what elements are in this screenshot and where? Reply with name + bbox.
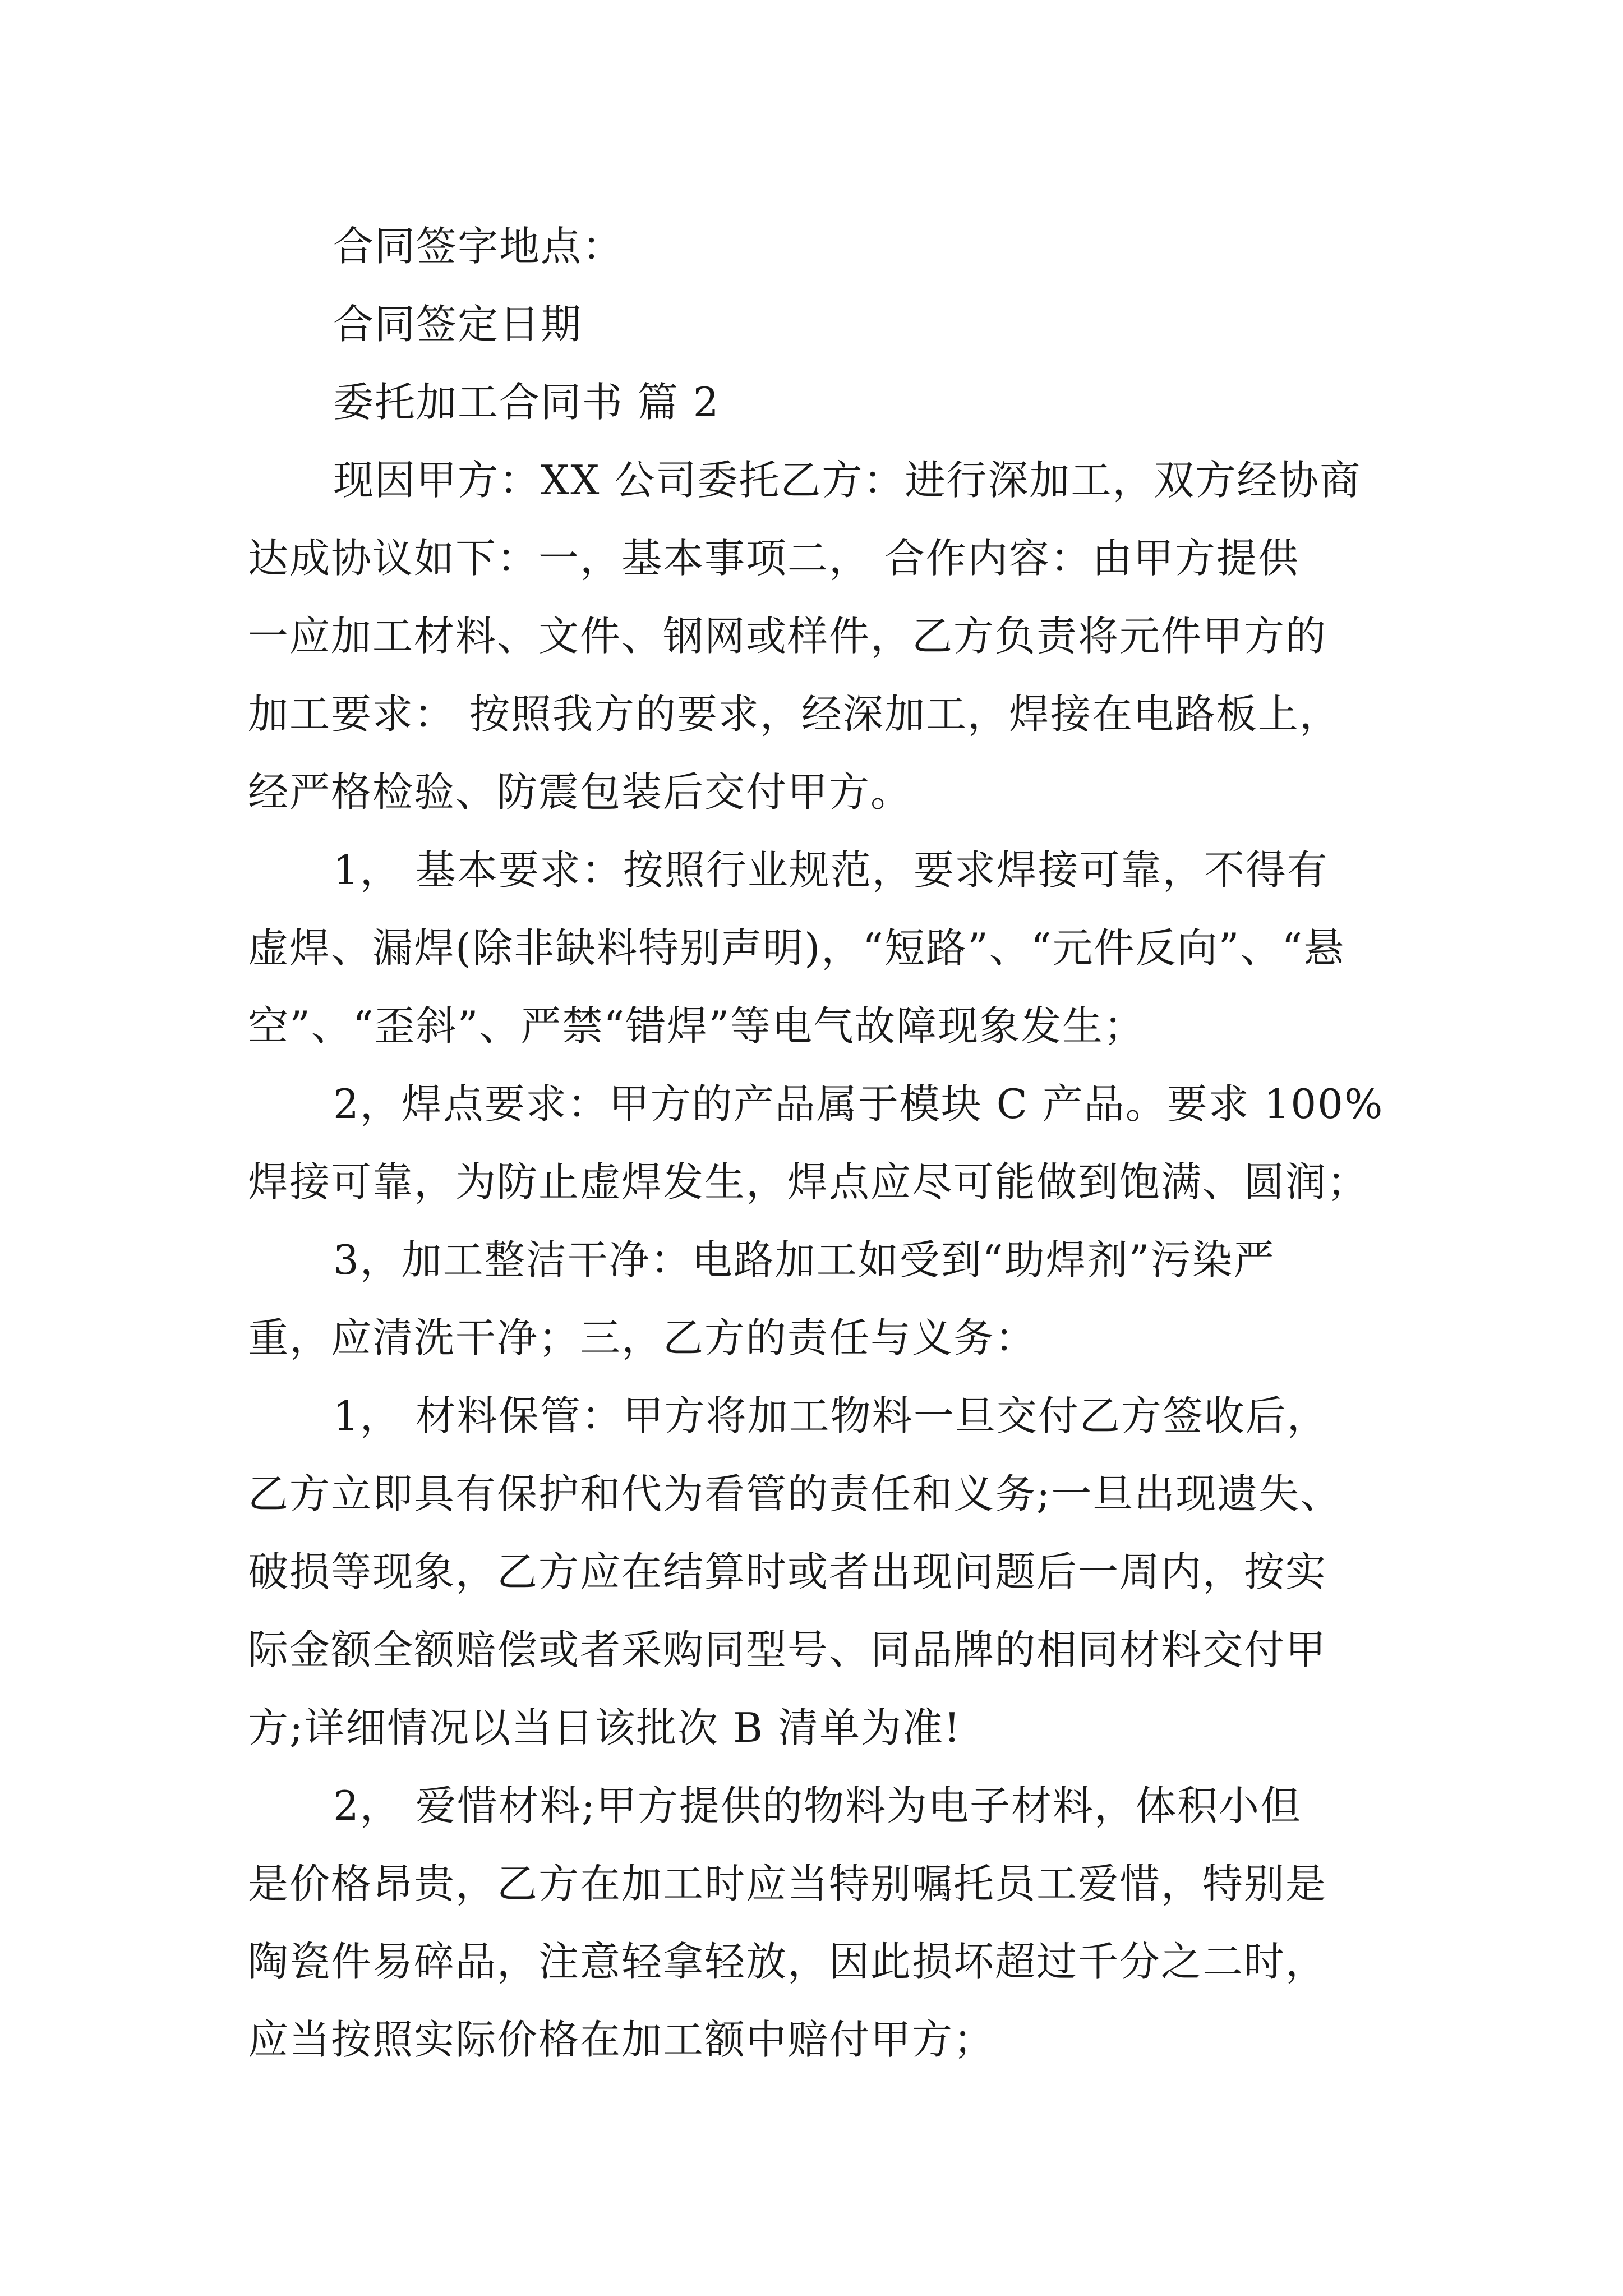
paragraph-solder-requirements: 2，焊点要求：甲方的产品属于模块 C 产品。要求 100% 焊接可靠，为防止虚焊发生，焊点应尽可能做到饱满、圆润；	[248, 1080, 1384, 1205]
paragraph-intro: 现因甲方：XX 公司委托乙方：进行深加工，双方经协商 达成协议如下：一，基本事项二， 合作内容：由甲方提供 一应加工材料、文件、钢网或样件，乙方负责将元件甲方的 加工要求： 按照我方的要求，经深加工，焊接在电路板上， 经严格检验、防震包装后交付甲方。	[248, 457, 1362, 816]
document-body	[248, 208, 1392, 2079]
paragraph-basic-requirements: 1， 基本要求：按照行业规范，要求焊接可靠，不得有 虚焊、漏焊(除非缺料特别声明)，“短路”、“元件反向”、“悬 空”、“歪斜”、严禁“错焊”等电气故障现象发生；	[248, 846, 1345, 1050]
contract-title-line: 委托加工合同书 篇 2	[333, 379, 720, 426]
signing-place-line: 合同签字地点：	[333, 223, 624, 270]
paragraph-material-care: 2， 爱惜材料;甲方提供的物料为电子材料，体积小但 是价格昂贵，乙方在加工时应当特别嘱托员工爱惜，特别是 陶瓷件易碎品，注意轻拿轻放，因此损坏超过千分之二时， 应当按照实际价格在加工额中赔付甲方；	[248, 1782, 1327, 2063]
signing-date-line: 合同签定日期	[333, 301, 583, 348]
paragraph-cleanliness: 3，加工整洁干净：电路加工如受到“助焊剂”污染严 重，应清洗干净；三，乙方的责任与义务：	[248, 1236, 1275, 1361]
paragraph-material-custody: 1， 材料保管：甲方将加工物料一旦交付乙方签收后， 乙方立即具有保护和代为看管的责任和义务;一旦出现遗失、 破损等现象，乙方应在结算时或者出现问题后一周内，按实 际金额全额赔偿或者采购同型号、同品牌的相同材料交付甲 方;详细情况以当日该批次 B 清单为准!	[248, 1392, 1342, 1751]
